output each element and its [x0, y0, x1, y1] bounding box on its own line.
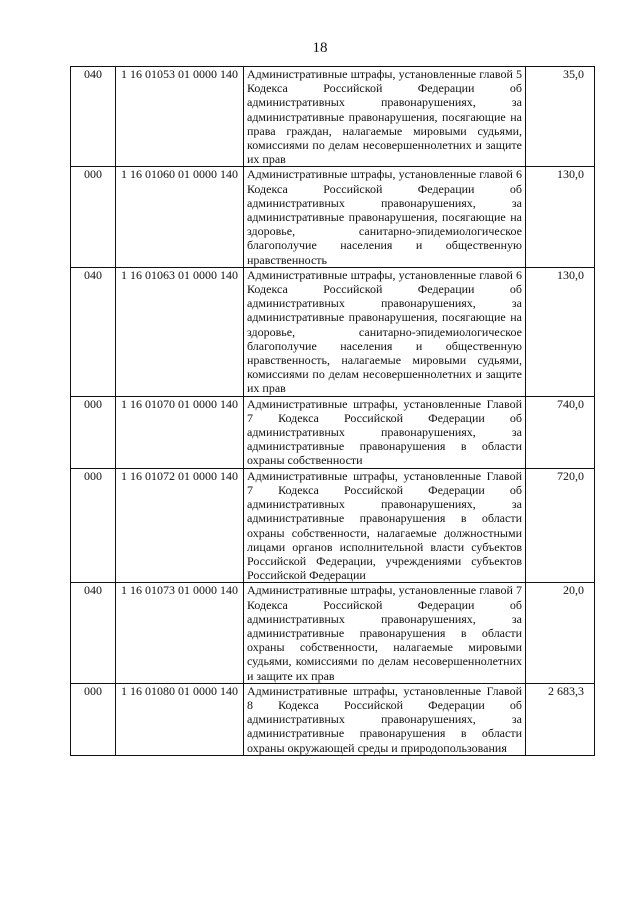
admin-code-cell: 000 — [71, 468, 116, 583]
budget-code-cell: 1 16 01080 01 0000 140 — [116, 683, 244, 755]
budget-code-cell: 1 16 01070 01 0000 140 — [116, 396, 244, 468]
amount-cell: 20,0 — [526, 583, 595, 683]
admin-code-cell: 040 — [71, 267, 116, 396]
description-cell: Административные штрафы, установленные Главой 7 Кодекса Российской Федерации об административных правонарушениях, за административные правонарушения в области охраны собственности, налагаемые должностными лицами органов исполнительной власти субъектов Российской Федерации, учреждениями субъектов Российской Федерации — [244, 468, 526, 583]
budget-code-cell: 1 16 01053 01 0000 140 — [116, 67, 244, 167]
table-row — [71, 583, 595, 683]
description-cell: Административные штрафы, установленные Главой 7 Кодекса Российской Федерации об административных правонарушениях, за административные правонарушения в области охраны собственности — [244, 396, 526, 468]
description-cell: Административные штрафы, установленные главой 5 Кодекса Российской Федерации об административных правонарушениях, за административные правонарушения, посягающие на права граждан, налагаемые мировыми судьями, комиссиями по делам несовершеннолетних и защите их прав — [244, 67, 526, 167]
table-row — [71, 468, 595, 583]
description-cell: Административные штрафы, установленные главой 6 Кодекса Российской Федерации об административных правонарушениях, за административные правонарушения, посягающие на здоровье, санитарно-эпидемиологическое благополучие населения и общественную нравственность — [244, 167, 526, 267]
description-cell: Административные штрафы, установленные главой 7 Кодекса Российской Федерации об административных правонарушениях, за административные правонарушения в области охраны собственности, налагаемые мировыми судьями, комиссиями по делам несовершеннолетних и защите их прав — [244, 583, 526, 683]
budget-code-cell: 1 16 01072 01 0000 140 — [116, 468, 244, 583]
amount-cell: 720,0 — [526, 468, 595, 583]
admin-code-cell: 040 — [71, 67, 116, 167]
page-number: 18 — [312, 40, 328, 56]
amount-cell: 130,0 — [526, 267, 595, 396]
table-row — [71, 683, 595, 755]
admin-code-cell: 040 — [71, 583, 116, 683]
amount-cell: 35,0 — [526, 67, 595, 167]
budget-code-cell: 1 16 01073 01 0000 140 — [116, 583, 244, 683]
table-row — [71, 396, 595, 468]
admin-code-cell: 000 — [71, 167, 116, 267]
budget-code-cell: 1 16 01060 01 0000 140 — [116, 167, 244, 267]
budget-code-cell: 1 16 01063 01 0000 140 — [116, 267, 244, 396]
table-row — [71, 267, 595, 396]
amount-cell: 130,0 — [526, 167, 595, 267]
admin-code-cell: 000 — [71, 396, 116, 468]
description-cell: Административные штрафы, установленные Главой 8 Кодекса Российской Федерации об административных правонарушениях, за административные правонарушения в области охраны окружающей среды и природопользования — [244, 683, 526, 755]
amount-cell: 740,0 — [526, 396, 595, 468]
amount-cell: 2 683,3 — [526, 683, 595, 755]
revenue-table — [70, 66, 595, 756]
admin-code-cell: 000 — [71, 683, 116, 755]
table-row — [71, 67, 595, 167]
table-row — [71, 167, 595, 267]
description-cell: Административные штрафы, установленные главой 6 Кодекса Российской Федерации об административных правонарушениях, за административные правонарушения, посягающие на здоровье, санитарно-эпидемиологическое благополучие населения и общественную нравственность, налагаемые мировыми судьями, комиссиями по делам несовершеннолетних и защите их прав — [244, 267, 526, 396]
